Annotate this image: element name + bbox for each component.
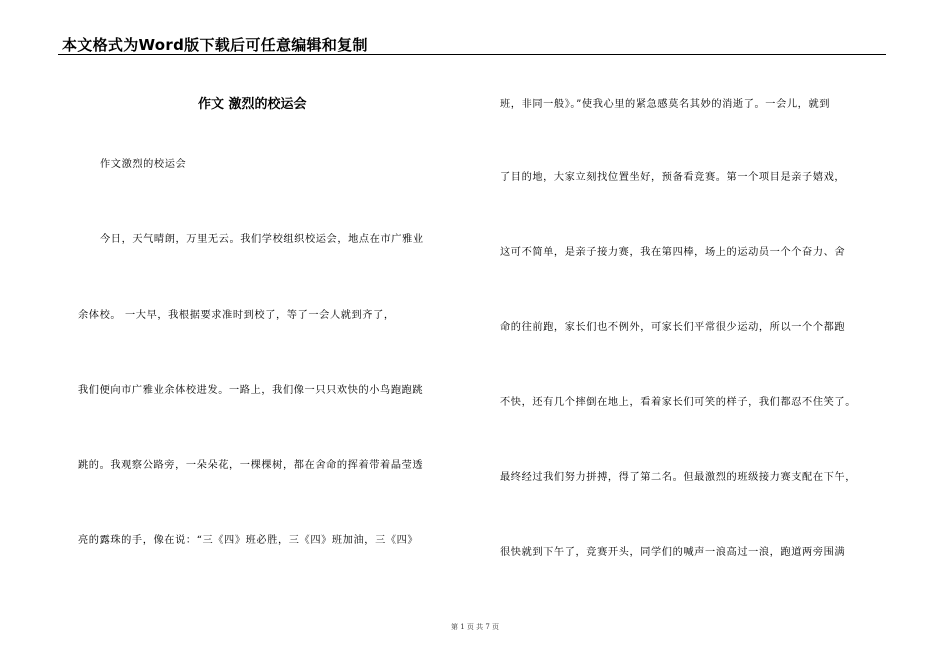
text-line: 最终经过我们努力拼搏，得了第二名。但最激烈的班级接力赛支配在下午，: [500, 472, 856, 483]
text-line: 今日，天气晴朗，万里无云。我们学校组织校运会，地点在市广雅业: [100, 234, 424, 245]
header-rule: [58, 54, 886, 55]
text-line: 亮的露珠的手，像在说：“三《四》班必胜，三《四》班加油，三《四》: [78, 535, 419, 546]
page-number: 第 1 页 共 7 页: [450, 623, 500, 631]
text-line: 很快就到下午了，竞赛开头，同学们的喊声一浪高过一浪，跑道两旁围满: [500, 547, 846, 558]
article-title: 作文 激烈的校运会: [198, 97, 307, 112]
text-line: 这可不简单，是亲子接力赛，我在第四棒，场上的运动员一个个奋力、舍: [500, 247, 846, 258]
download-banner: 本文格式为Word版下载后可任意编辑和复制: [62, 36, 368, 54]
text-line: 了目的地，大家立刻找位置坐好，预备看竞赛。第一个项目是亲子嬉戏，: [500, 172, 846, 183]
text-line: 我们便向市广雅业余体校进发。一路上，我们像一只只欢快的小鸟跑跑跳: [78, 385, 424, 396]
text-line: 余体校。 一大早，我根据要求准时到校了，等了一会人就到齐了，: [78, 310, 395, 321]
text-line: 不快，还有几个摔倒在地上，看着家长们可笑的样子，我们都忍不住笑了。: [500, 397, 856, 408]
text-line: 作文激烈的校运会: [100, 159, 187, 170]
text-line: 跳的。我观察公路旁，一朵朵花，一棵棵树，都在舍命的挥着带着晶莹透: [78, 460, 424, 471]
text-line: 班，非同一般》。”使我心里的紧急感莫名其妙的消逝了。一会儿，就到: [500, 99, 831, 110]
text-line: 命的往前跑，家长们也不例外，可家长们平常很少运动，所以一个个都跑: [500, 322, 846, 333]
